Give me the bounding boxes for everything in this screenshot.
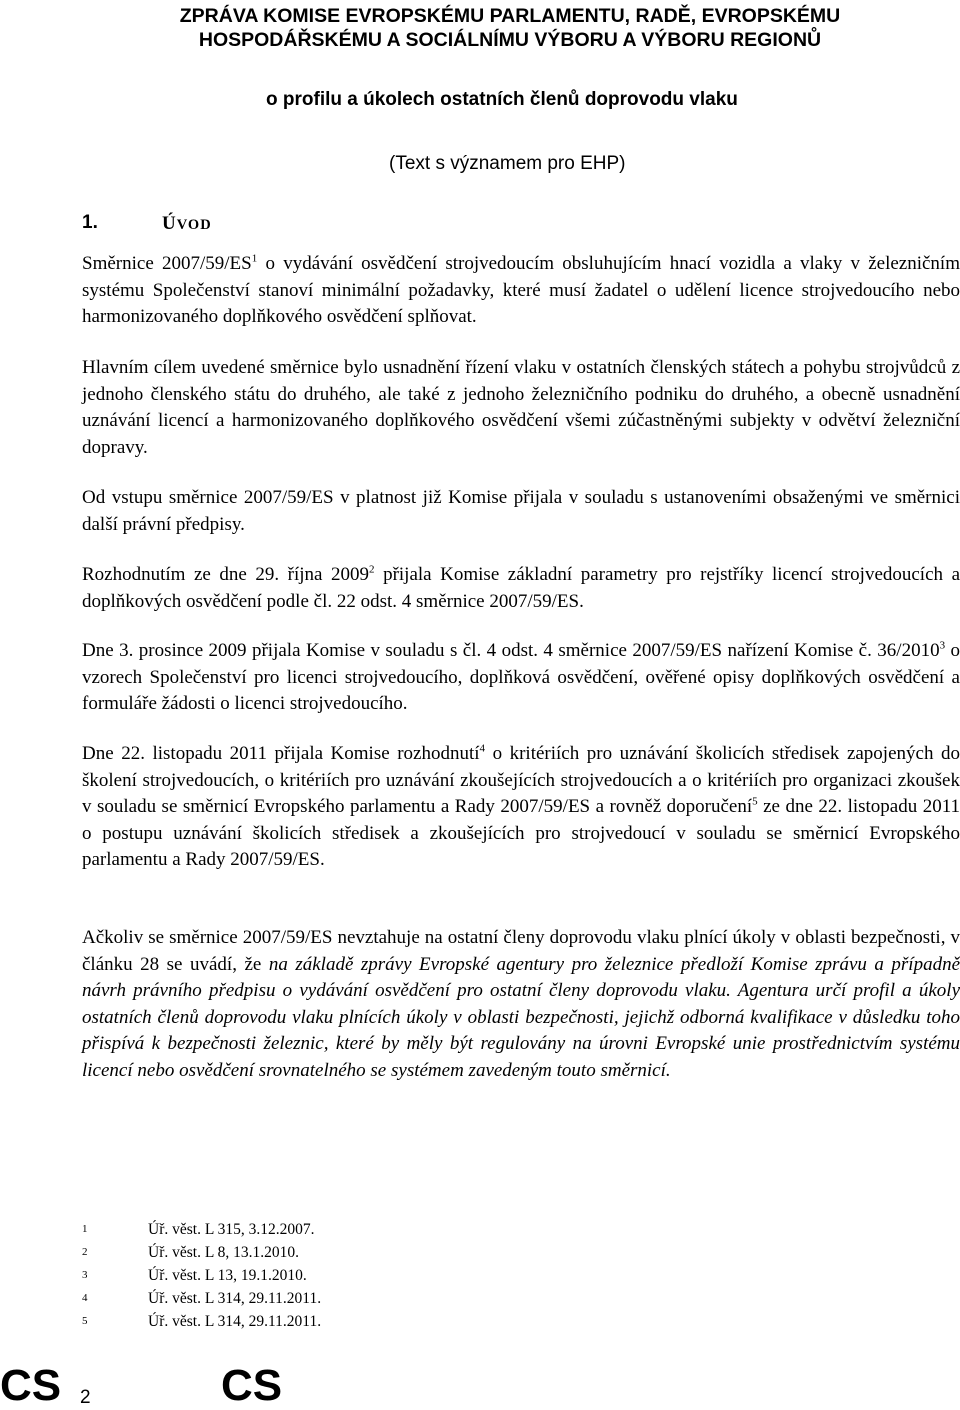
footnote bbox=[82, 1287, 321, 1310]
paragraph-decision-2011 bbox=[82, 741, 960, 874]
p1-text-b: o vydávání osvědčení strojvedoucím obsluhujícím hnací vozidla a vlaky v železničním systému Společenství stanoví minimální požadavky, které musí žadatel o udělení licence strojvedoucího nebo harmonizovaného doplňkového osvědčení splňovat. bbox=[82, 253, 960, 327]
footnote-ref-2: 2 bbox=[369, 563, 375, 576]
footnote bbox=[82, 1264, 307, 1287]
p5-text-a: Dne 3. prosince 2009 přijala Komise v souladu s čl. 4 odst. 4 směrnice 2007/59/ES nařízení Komise č. 36/2010 bbox=[82, 640, 940, 661]
p6-text-c: ze dne 22. listopadu 2011 o postupu uznávání školicích středisek a zkoušejících pro strojvedoucí v souladu se směrnicí Evropského parlamentu a Rady 2007/59/ES. bbox=[82, 796, 960, 870]
p4-text-a: Rozhodnutím ze dne 29. října 2009 bbox=[82, 564, 370, 585]
footnote-number: 5 bbox=[82, 1315, 88, 1327]
report-subtitle: o profilu a úkolech ostatních členů doprovodu vlaku bbox=[266, 89, 738, 110]
footnote bbox=[82, 1218, 314, 1241]
section-title bbox=[162, 213, 212, 235]
paragraph-main-aim: Hlavním cílem uvedené směrnice bylo usnadnění řízení vlaku v ostatních členských státech a pohybu strojvůdců z jednoho členského státu do druhého, ale také z jednoho železničního podniku do druhého, a obecně usnadnění uznávání licencí a harmonizovaného doplňkového osvědčení všemi zúčastněnými subjekty v odvětví železniční dopravy. bbox=[82, 357, 960, 458]
footnote bbox=[82, 1310, 321, 1333]
report-title-line-2: HOSPODÁŘSKÉMU A SOCIÁLNÍMU VÝBORU A VÝBORU REGIONŮ bbox=[198, 29, 822, 51]
paragraph-article-28 bbox=[82, 925, 960, 1084]
p7-quoted-text: na základě zprávy Evropské agentury pro železnice předloží Komise zprávu a případně návrh právního předpisu o vydávání osvědčení pro ostatní členy doprovodu vlaku. Agentura určí profil a úkoly ostatních členů doprovodu vlaku plnících úkoly v oblasti bezpečnosti, jejichž odborná kvalifikace v důsledku toho přispívá k bezpečnosti železnic, které by měly být regulovány na úrovni Evropské unie prostřednictvím systému licencí nebo osvědčení srovnatelného se systémem zavedeným touto směrnicí. bbox=[82, 953, 960, 1081]
report-title-line-1: ZPRÁVA KOMISE EVROPSKÉMU PARLAMENTU, RADĚ, EVROPSKÉMU bbox=[179, 5, 841, 27]
footnote-number: 3 bbox=[82, 1269, 88, 1281]
eea-relevance-note: (Text s významem pro EHP) bbox=[389, 153, 626, 174]
p4-text-b: přijala Komise základní parametry pro rejstříky licencí strojvedoucích a doplňkových osvědčení podle čl. 22 odst. 4 směrnice 2007/59/ES. bbox=[82, 564, 960, 612]
section-title-rest: VOD bbox=[176, 217, 212, 233]
footnote-ref-3: 3 bbox=[939, 639, 946, 652]
paragraph-directive bbox=[82, 251, 960, 331]
p6-text-a: Dne 22. listopadu 2011 přijala Komise rozhodnutí bbox=[82, 743, 480, 764]
paragraph-decision-2009 bbox=[82, 562, 960, 615]
section-title-initial: Ú bbox=[162, 213, 177, 234]
footnote-ref-4: 4 bbox=[479, 742, 486, 755]
p7-text-a: Ačkoliv se směrnice 2007/59/ES nevztahuje na ostatní členy doprovodu vlaku plnící úkoly v oblasti bezpečnosti, v článku 28 se uvádí, že bbox=[82, 927, 960, 975]
paragraph-regulation-36-2010 bbox=[82, 638, 960, 718]
footnote-number: 1 bbox=[82, 1223, 88, 1235]
footnote-text: Úř. věst. L 8, 13.1.2010. bbox=[148, 1244, 299, 1261]
footnote-ref-1: 1 bbox=[251, 252, 258, 265]
section-number: 1. bbox=[82, 212, 98, 233]
paragraph-further-legislation: Od vstupu směrnice 2007/59/ES v platnost již Komise přijala v souladu s ustanoveními obsaženými ve směrnici další právní předpisy. bbox=[82, 487, 960, 535]
language-code-left: CS bbox=[0, 1361, 62, 1410]
footnote-text: Úř. věst. L 13, 19.1.2010. bbox=[148, 1267, 307, 1284]
p6-text-b: o kritériích pro uznávání školicích středisek zapojených do školení strojvedoucích, o kritériích pro uznávání zkoušejících strojvedoucích a o kritériích pro organizaci zkoušek v souladu se směrnicí Evropského parlamentu a Rady 2007/59/ES a rovněž doporučení bbox=[82, 743, 960, 817]
footnote-number: 2 bbox=[82, 1246, 88, 1258]
footnote bbox=[82, 1241, 299, 1264]
language-code-right: CS bbox=[221, 1361, 283, 1410]
p1-text-a: Směrnice 2007/59/ES bbox=[82, 253, 252, 274]
footnote-text: Úř. věst. L 314, 29.11.2011. bbox=[148, 1313, 322, 1330]
footnote-text: Úř. věst. L 315, 3.12.2007. bbox=[148, 1221, 315, 1238]
footnote-text: Úř. věst. L 314, 29.11.2011. bbox=[148, 1290, 322, 1307]
footnote-ref-5: 5 bbox=[752, 795, 758, 808]
p5-text-b: o vzorech Společenství pro licenci strojvedoucího, doplňková osvědčení, ověřené opisy doplňkových osvědčení a formuláře žádosti o licenci strojvedoucího. bbox=[82, 640, 960, 714]
page-number: 2 bbox=[80, 1387, 91, 1408]
footnote-number: 4 bbox=[82, 1292, 88, 1304]
